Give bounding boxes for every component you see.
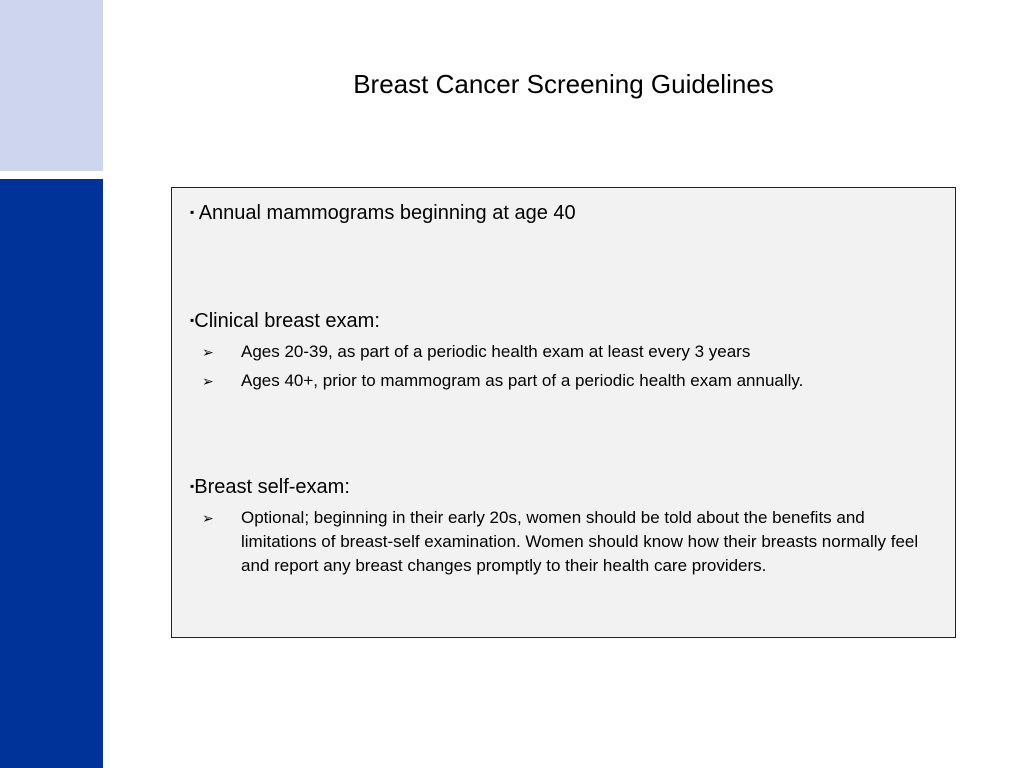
sub-bullet-text: Optional; beginning in their early 20s, women should be told about the benefits and limitations of breast-self examination. Women should know how their breasts normally feel and report any breast changes promptly to their health care providers.: [241, 508, 919, 575]
sub-bullet-ages-40-plus: [202, 369, 932, 393]
sub-bullet-text: Ages 40+, prior to mammogram as part of a periodic health exam annually.: [241, 371, 804, 390]
side-bar-light: [0, 0, 103, 171]
sub-bullet-optional: [202, 506, 932, 578]
square-bullet-icon: ▪: [190, 478, 195, 493]
arrow-bullet-icon: ➢: [202, 510, 214, 526]
arrow-bullet-icon: ➢: [202, 344, 214, 360]
bullet-breast-self-exam: [190, 474, 350, 501]
arrow-bullet-icon: ➢: [202, 373, 214, 389]
sub-bullet-ages-20-39: [202, 340, 932, 364]
square-bullet-icon: ▪: [190, 204, 195, 219]
side-bar-dark: [0, 179, 103, 768]
bullet-clinical-breast-exam: [190, 308, 380, 335]
slide-title: Breast Cancer Screening Guidelines: [353, 69, 774, 99]
bullet-text: Annual mammograms beginning at age 40: [198, 202, 576, 224]
square-bullet-icon: ▪: [190, 312, 195, 327]
bullet-text: Breast self-exam:: [194, 476, 350, 498]
content-box: [171, 187, 956, 638]
bullet-text: Clinical breast exam:: [194, 310, 380, 332]
sub-bullet-text: Ages 20-39, as part of a periodic health exam at least every 3 years: [241, 342, 751, 361]
bullet-annual-mammograms: [190, 200, 576, 227]
